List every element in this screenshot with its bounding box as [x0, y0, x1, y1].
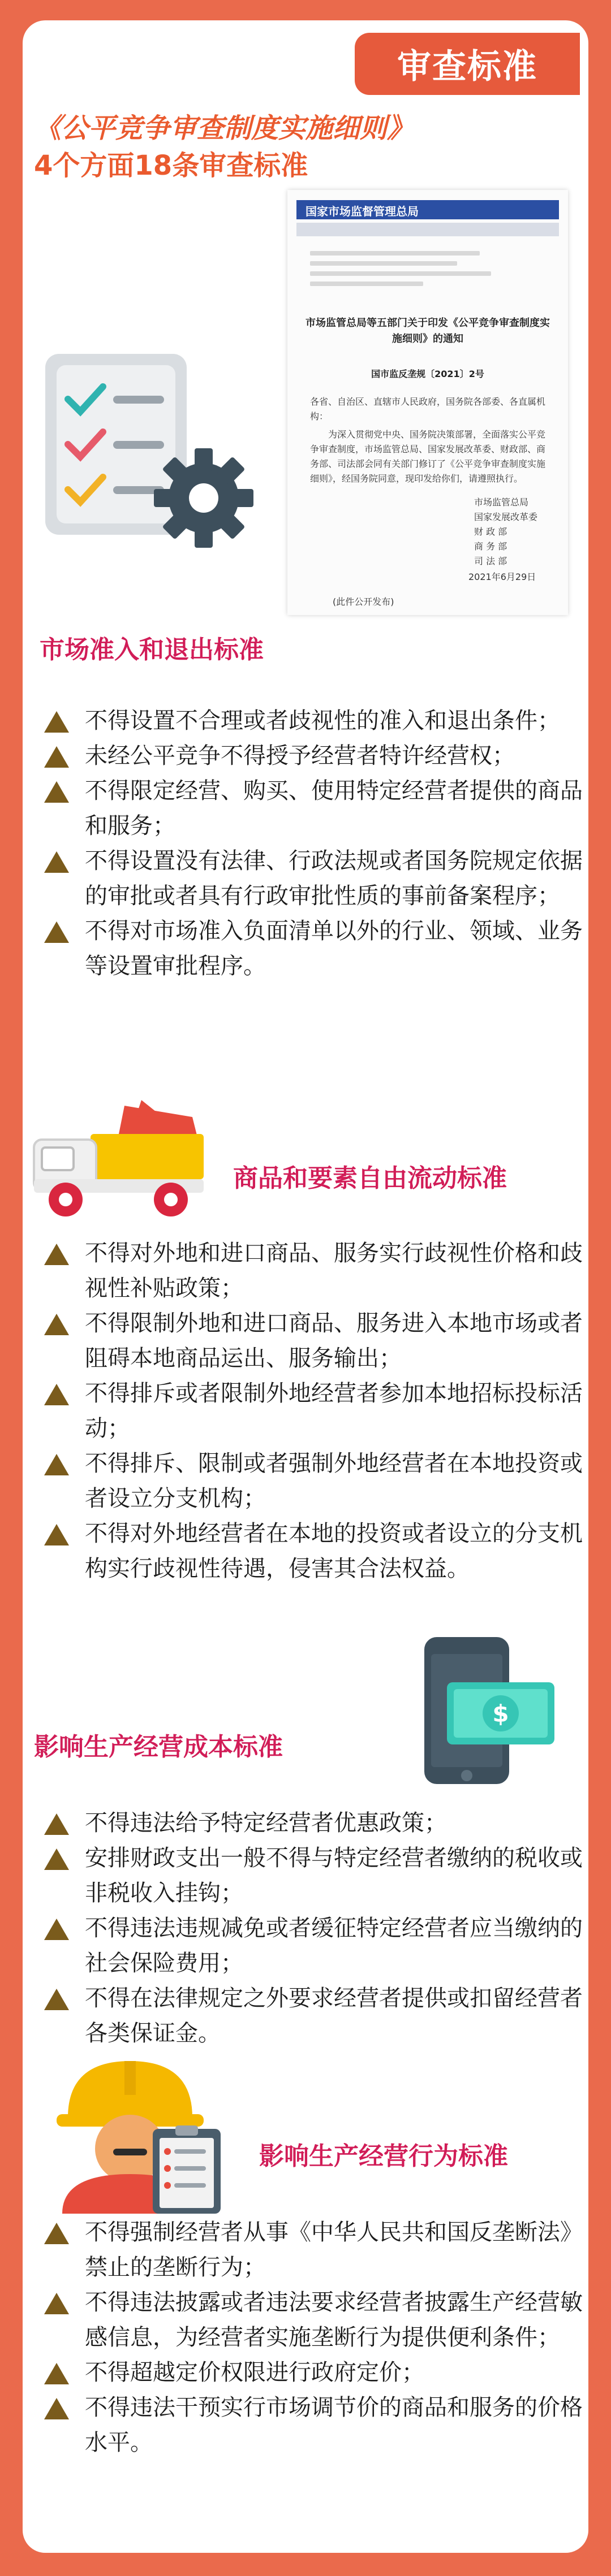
notice-meta-line [310, 271, 491, 276]
list-item: 不得设置不合理或者歧视性的准入和退出条件； [44, 703, 587, 738]
list-item: 不得违法干预实行市场调节价的商品和服务的价格水平。 [44, 2390, 587, 2460]
triangle-bullet-icon [44, 2398, 69, 2419]
triangle-bullet-icon [44, 2293, 69, 2314]
notice-org: 国家市场监督管理总局 [306, 205, 419, 218]
section-list-operating-cost [44, 1806, 587, 2051]
notice-body: 为深入贯彻党中央、国务院决策部署，全面落实公平竞争审查制度，市场监管总局、国家发展改革委、财政部、商务部、司法部会同有关部门修订了《公平竞争审查制度实施细则》，经国务院同意，现印发给你们，请遵照执行。 [310, 429, 546, 484]
list-item: 不得在法律规定之外要求经营者提供或扣留经营者各类保证金。 [44, 1981, 587, 2051]
official-notice-image [287, 190, 568, 615]
triangle-bullet-icon [44, 1848, 69, 1870]
list-item: 不得设置没有法律、行政法规或者国务院规定依据的审批或者具有行政审批性质的事前备案程序； [44, 843, 587, 913]
list-item: 不得排斥、限制或者强制外地经营者在本地投资或者设立分支机构； [44, 1446, 587, 1516]
list-item: 不得对市场准入负面清单以外的行业、领域、业务等设置审批程序。 [44, 913, 587, 984]
list-item: 不得强制经营者从事《中华人民共和国反垄断法》禁止的垄断行为； [44, 2215, 587, 2285]
worker-clipboard-icon [45, 2055, 226, 2214]
list-item: 不得限制外地和进口商品、服务进入本地市场或者阻碍本地商品运出、服务输出； [44, 1306, 587, 1376]
content-card [23, 20, 588, 2553]
triangle-bullet-icon [44, 921, 69, 943]
list-item: 安排财政支出一般不得与特定经营者缴纳的税收或非税收入挂钩； [44, 1841, 587, 1911]
list-item: 不得对外地和进口商品、服务实行歧视性价格和歧视性补贴政策； [44, 1236, 587, 1306]
section-list-market-access [44, 703, 587, 984]
page-title: 《公平竞争审查制度实施细则》 [34, 112, 415, 144]
triangle-bullet-icon [44, 2223, 69, 2244]
section-list-free-flow [44, 1236, 587, 1586]
list-item: 不得违法披露或者违法要求经营者披露生产经营敏感信息，为经营者实施垄断行为提供便利条件； [44, 2285, 587, 2355]
triangle-bullet-icon [44, 2363, 69, 2384]
svg-text:$: $ [492, 1700, 509, 1728]
list-item: 不得对外地经营者在本地的投资或者设立的分支机构实行歧视性待遇，侵害其合法权益。 [44, 1516, 587, 1586]
section-title-operating-cost: 影响生产经营成本标准 [34, 1733, 283, 1761]
list-item: 不得超越定价权限进行政府定价； [44, 2355, 587, 2390]
notice-meta-line [310, 261, 457, 266]
list-item: 未经公平竞争不得授予经营者特许经营权； [44, 738, 587, 773]
triangle-bullet-icon [44, 851, 69, 873]
checklist-gear-icon [34, 337, 260, 557]
notice-nav-bar [296, 223, 559, 236]
triangle-bullet-icon [44, 1989, 69, 2010]
notice-title: 市场监管总局等五部门关于印发《公平竞争审查制度实施细则》的通知 [306, 317, 550, 345]
list-item: 不得排斥或者限制外地经营者参加本地招标投标活动； [44, 1376, 587, 1446]
notice-recipients: 各省、自治区、直辖市人民政府，国务院各部委、各直属机构： [310, 396, 546, 422]
triangle-bullet-icon [44, 1919, 69, 1940]
triangle-bullet-icon [44, 746, 69, 768]
notice-signer: 市场监管总局 [474, 497, 529, 508]
notice-meta-line [310, 251, 480, 256]
section-title-market-access: 市场准入和退出标准 [40, 635, 264, 664]
notice-signer: 商 务 部 [474, 541, 507, 552]
triangle-bullet-icon [44, 1244, 69, 1265]
notice-signer: 国家发展改革委 [474, 512, 538, 522]
notice-footnote: (此件公开发布) [333, 596, 394, 607]
notice-doc-number: 国市监反垄规〔2021〕2号 [371, 369, 484, 379]
notice-header-bar [296, 200, 559, 219]
triangle-bullet-icon [44, 1384, 69, 1405]
triangle-bullet-icon [44, 1813, 69, 1835]
notice-signers [474, 495, 553, 569]
triangle-bullet-icon [44, 1454, 69, 1475]
section-title-free-flow: 商品和要素自由流动标准 [233, 1164, 507, 1193]
section-list-operating-behavior [44, 2215, 587, 2460]
triangle-bullet-icon [44, 1314, 69, 1335]
list-item: 不得违法违规减免或者缓征特定经营者应当缴纳的社会保险费用； [44, 1911, 587, 1981]
notice-date: 2021年6月29日 [468, 572, 536, 582]
section-tag: 审查标准 [355, 33, 580, 95]
list-item: 不得违法给予特定经营者优惠政策； [44, 1806, 587, 1841]
page-subtitle: 4个方面18条审查标准 [34, 150, 308, 181]
triangle-bullet-icon [44, 1524, 69, 1545]
dump-truck-icon [23, 1094, 215, 1224]
notice-meta-line [310, 282, 423, 286]
notice-signer: 财 政 部 [474, 526, 507, 537]
section-title-operating-behavior: 影响生产经营行为标准 [259, 2142, 508, 2171]
triangle-bullet-icon [44, 711, 69, 733]
notice-signer: 司 法 部 [474, 556, 507, 566]
phone-money-icon [402, 1631, 571, 1801]
list-item: 不得限定经营、购买、使用特定经营者提供的商品和服务； [44, 773, 587, 843]
triangle-bullet-icon [44, 781, 69, 803]
